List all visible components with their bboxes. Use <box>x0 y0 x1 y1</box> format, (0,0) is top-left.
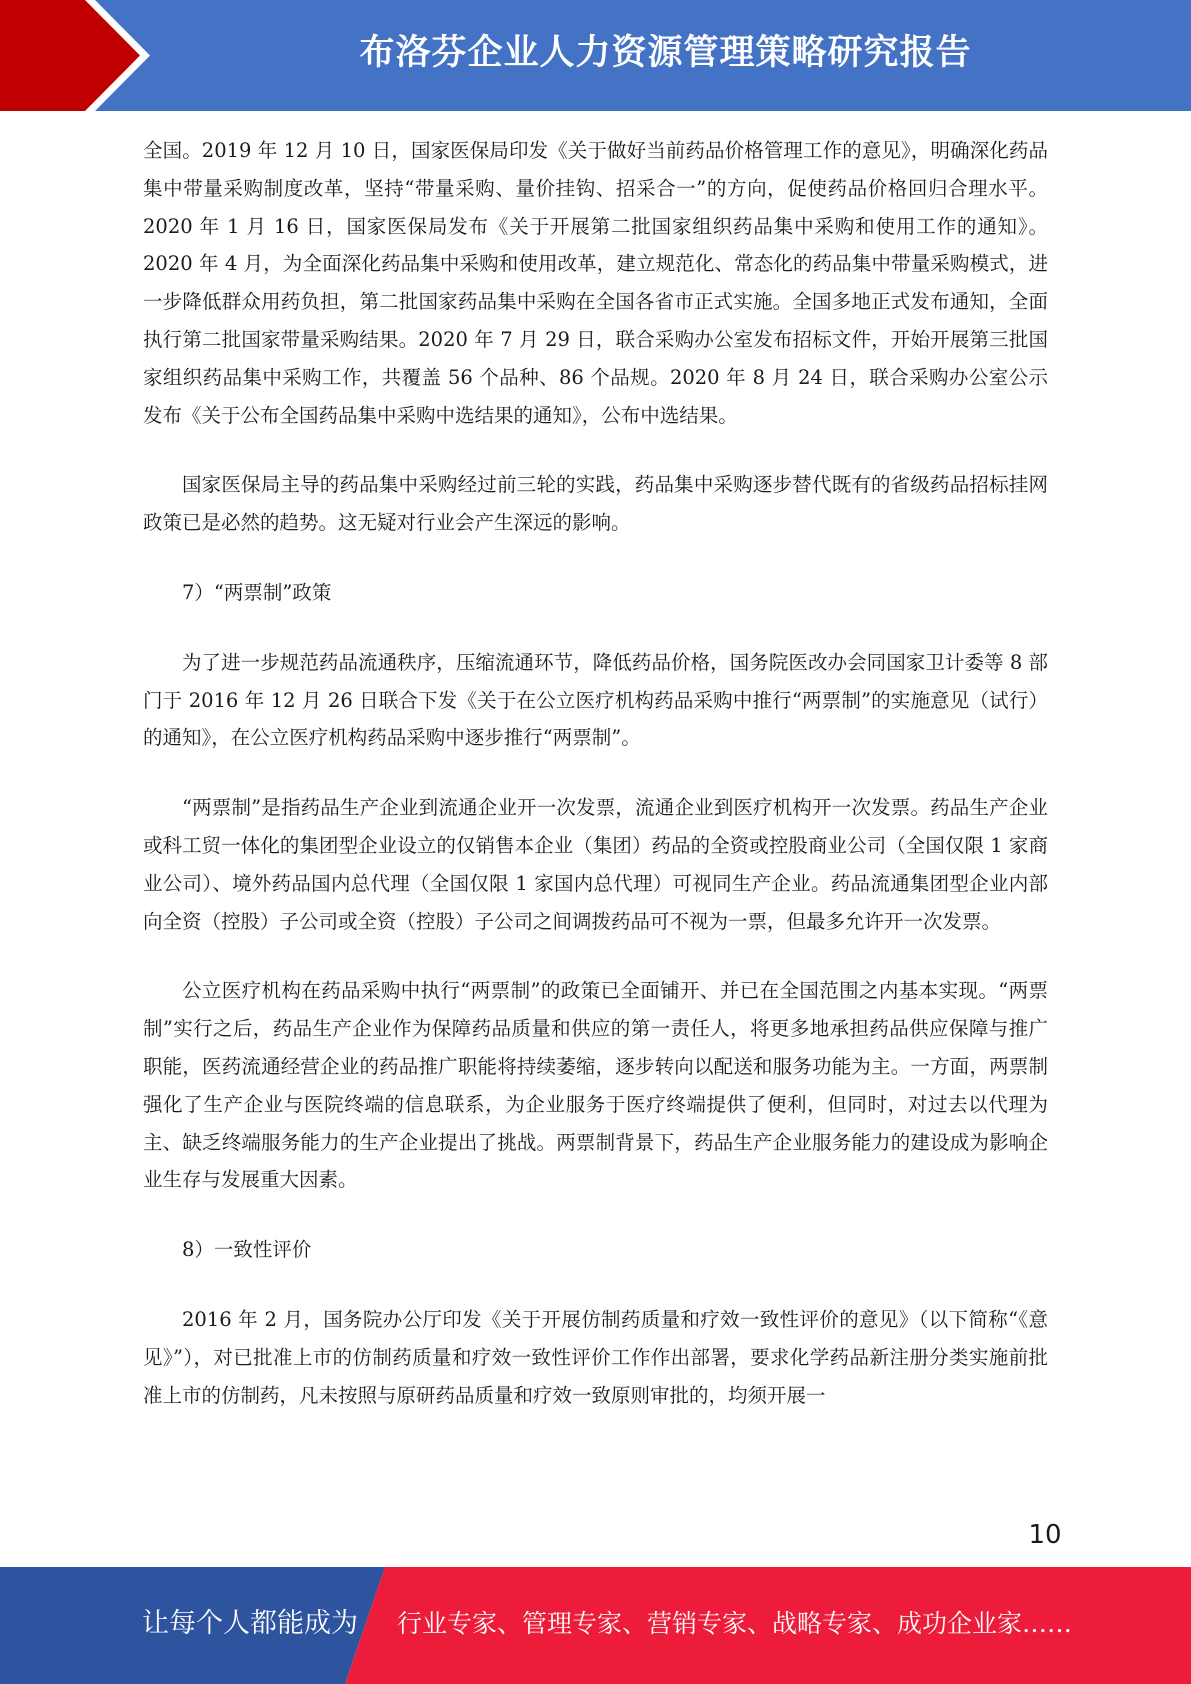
paragraph: 公立医疗机构在药品采购中执行“两票制”的政策已全面铺开、并已在全国范围之内基本实现。“两票制”实行之后，药品生产企业作为保障药品质量和供应的第一责任人，将更多地承担药品供应保障与推广职能，医药流通经营企业的药品推广职能将持续萎缩，逐步转向以配送和服务功能为主。一方面，两票制强化了生产企业与医院终端的信息联系，为企业服务于医疗终端提供了便利，但同时，对过去以代理为主、缺乏终端服务能力的生产企业提出了挑战。两票制背景下，药品生产企业服务能力的建设成为影响企业生存与发展重大因素。 <box>143 979 1048 1192</box>
paragraph: 2016 年 2 月，国务院办公厅印发《关于开展仿制药质量和疗效一致性评价的意见》（以下简称“《意见》”），对已批准上市的仿制药质量和疗效一致性评价工作作出部署，要求化学药品新注册分类实施前批准上市的仿制药，凡未按照与原研药品质量和疗效一致原则审批的，均须开展一 <box>143 1307 1048 1407</box>
body-text <box>143 132 1048 1414</box>
section-heading: 8）一致性评价 <box>182 1238 312 1262</box>
footer-slogan-right: 行业专家、管理专家、营销专家、战略专家、成功企业家…… <box>397 1609 1073 1638</box>
report-title: 布洛芬企业人力资源管理策略研究报告 <box>359 33 972 73</box>
paragraph: 国家医保局主导的药品集中采购经过前三轮的实践，药品集中采购逐步替代既有的省级药品招标挂网政策已是必然的趋势。这无疑对行业会产生深远的影响。 <box>143 473 1048 535</box>
footer-slogan-left: 让每个人都能成为 <box>142 1608 358 1639</box>
section-heading: 7）“两票制”政策 <box>182 580 332 604</box>
page-number: 10 <box>1028 1520 1062 1550</box>
page-footer <box>0 1567 1191 1684</box>
paragraph: 为了进一步规范药品流通秩序，压缩流通环节，降低药品价格，国务院医改办会同国家卫计委等 8 部门于 2016 年 12 月 26 日联合下发《关于在公立医疗机构药品采购中推行“两票制”的实施意见（试行）的通知》，在公立医疗机构药品采购中逐步推行“两票制”。 <box>143 650 1048 750</box>
paragraph: 全国。2019 年 12 月 10 日，国家医保局印发《关于做好当前药品价格管理工作的意见》，明确深化药品集中带量采购制度改革，坚持“带量采购、量价挂钩、招采合一”的方向，促使药品价格回归合理水平。2020 年 1 月 16 日，国家医保局发布《关于开展第二批国家组织药品集中采购和使用工作的通知》。2020 年 4 月，为全面深化药品集中采购和使用改革，建立规范化、常态化的药品集中带量采购模式，进一步降低群众用药负担，第二批国家药品集中采购在全国各省市正式实施。全国多地正式发布通知，全面执行第二批国家带量采购结果。2020 年 7 月 29 日，联合采购办公室发布招标文件，开始开展第三批国家组织药品集中采购工作，共覆盖 56 个品种、86 个品规。2020 年 8 月 24 日，联合采购办公室公示发布《关于公布全国药品集中采购中选结果的通知》，公布中选结果。 <box>143 139 1048 427</box>
page-header <box>0 0 1191 111</box>
paragraph: “两票制”是指药品生产企业到流通企业开一次发票，流通企业到医疗机构开一次发票。药品生产企业或科工贸一体化的集团型企业设立的仅销售本企业（集团）药品的全资或控股商业公司（全国仅限 1 家商业公司）、境外药品国内总代理（全国仅限 1 家国内总代理）可视同生产企业。药品流通集团型企业内部向全资（控股）子公司或全资（控股）子公司之间调拨药品可不视为一票，但最多允许开一次发票。 <box>143 796 1048 933</box>
